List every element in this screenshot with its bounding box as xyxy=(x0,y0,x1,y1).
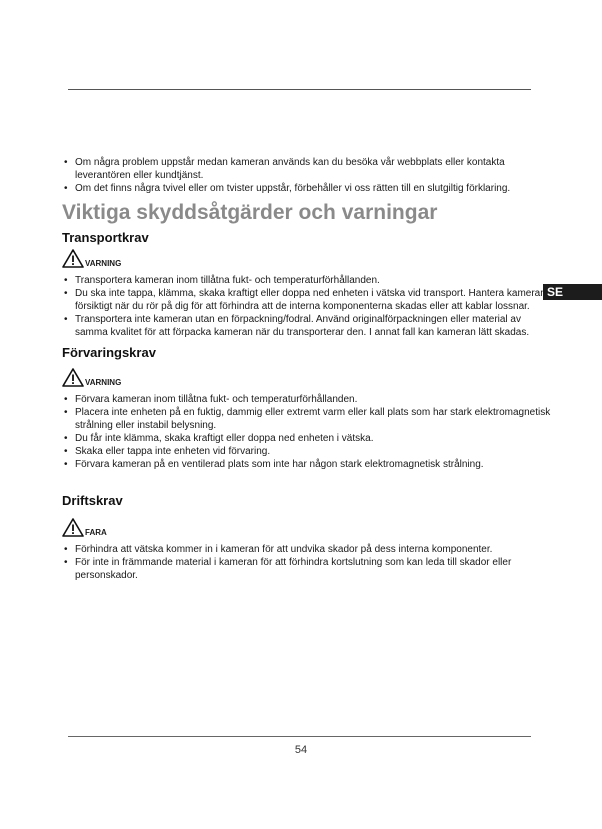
warning-triangle-icon xyxy=(62,368,84,387)
list-item: • Om några problem uppstår medan kameran används kan du besöka vår webbplats eller kontakta leverantören eller kundtjänst. xyxy=(62,156,552,182)
list-item: • Transportera inte kameran utan en förpackning/fodral. Använd originalförpackningen eller material av samma kvalitet för att förpacka kameran när du transporterar den. I annat fall kan kameran lätt skadas. xyxy=(62,313,552,339)
warning-label: VARNING xyxy=(85,259,122,268)
list-item: • Transportera kameran inom tillåtna fukt- och temperaturförhållanden. xyxy=(62,274,552,287)
page-number: 54 xyxy=(294,744,308,756)
page-content xyxy=(62,156,552,582)
warning-notice xyxy=(62,248,552,268)
section-transport xyxy=(62,230,552,339)
warning-triangle-icon xyxy=(62,249,84,268)
list-item: • Förvara kameran på en ventilerad plats som inte har någon stark elektromagnetisk strålning. xyxy=(62,458,552,471)
intro-list xyxy=(62,156,552,195)
header-rule xyxy=(68,89,531,90)
section-storage xyxy=(62,345,552,471)
list-item: • Du får inte klämma, skaka kraftigt eller doppa ned enheten i vätska. xyxy=(62,432,552,445)
list-item: • Förhindra att vätska kommer in i kameran för att undvika skador på dess interna komponenter. xyxy=(62,543,552,556)
section-list xyxy=(62,393,552,471)
warning-triangle-icon xyxy=(62,518,84,537)
list-item: • För inte in främmande material i kameran för att förhindra kortslutning som kan leda till skador eller personskador. xyxy=(62,556,552,582)
language-tab: SE xyxy=(543,284,602,300)
list-item: • Skaka eller tappa inte enheten vid förvaring. xyxy=(62,445,552,458)
section-operation xyxy=(62,493,552,582)
section-list xyxy=(62,274,552,339)
warning-notice xyxy=(62,367,552,387)
section-title: Transportkrav xyxy=(62,230,149,245)
warning-label: VARNING xyxy=(85,378,122,387)
warning-notice xyxy=(62,517,552,537)
list-item: • Du ska inte tappa, klämma, skaka kraftigt eller doppa ned enheten i vätska vid transport. Hantera kameran försiktigt när du rör på dig för att förhindra att de interna komponenterna skadas eller att kablar lossnar. xyxy=(62,287,552,313)
section-list xyxy=(62,543,552,582)
section-title: Driftskrav xyxy=(62,493,123,508)
list-item: • Om det finns några tvivel eller om tvister uppstår, förbehåller vi oss rätten till en slutgiltig förklaring. xyxy=(62,182,552,195)
section-title: Förvaringskrav xyxy=(62,345,156,360)
footer-rule xyxy=(68,736,531,737)
list-item: • Placera inte enheten på en fuktig, dammig eller extremt varm eller kall plats som har stark elektromagnetisk strålning eller instabil belysning. xyxy=(62,406,552,432)
warning-label: FARA xyxy=(85,528,107,537)
page-title: Viktiga skyddsåtgärder och varningar xyxy=(62,201,438,224)
list-item: • Förvara kameran inom tillåtna fukt- och temperaturförhållanden. xyxy=(62,393,552,406)
